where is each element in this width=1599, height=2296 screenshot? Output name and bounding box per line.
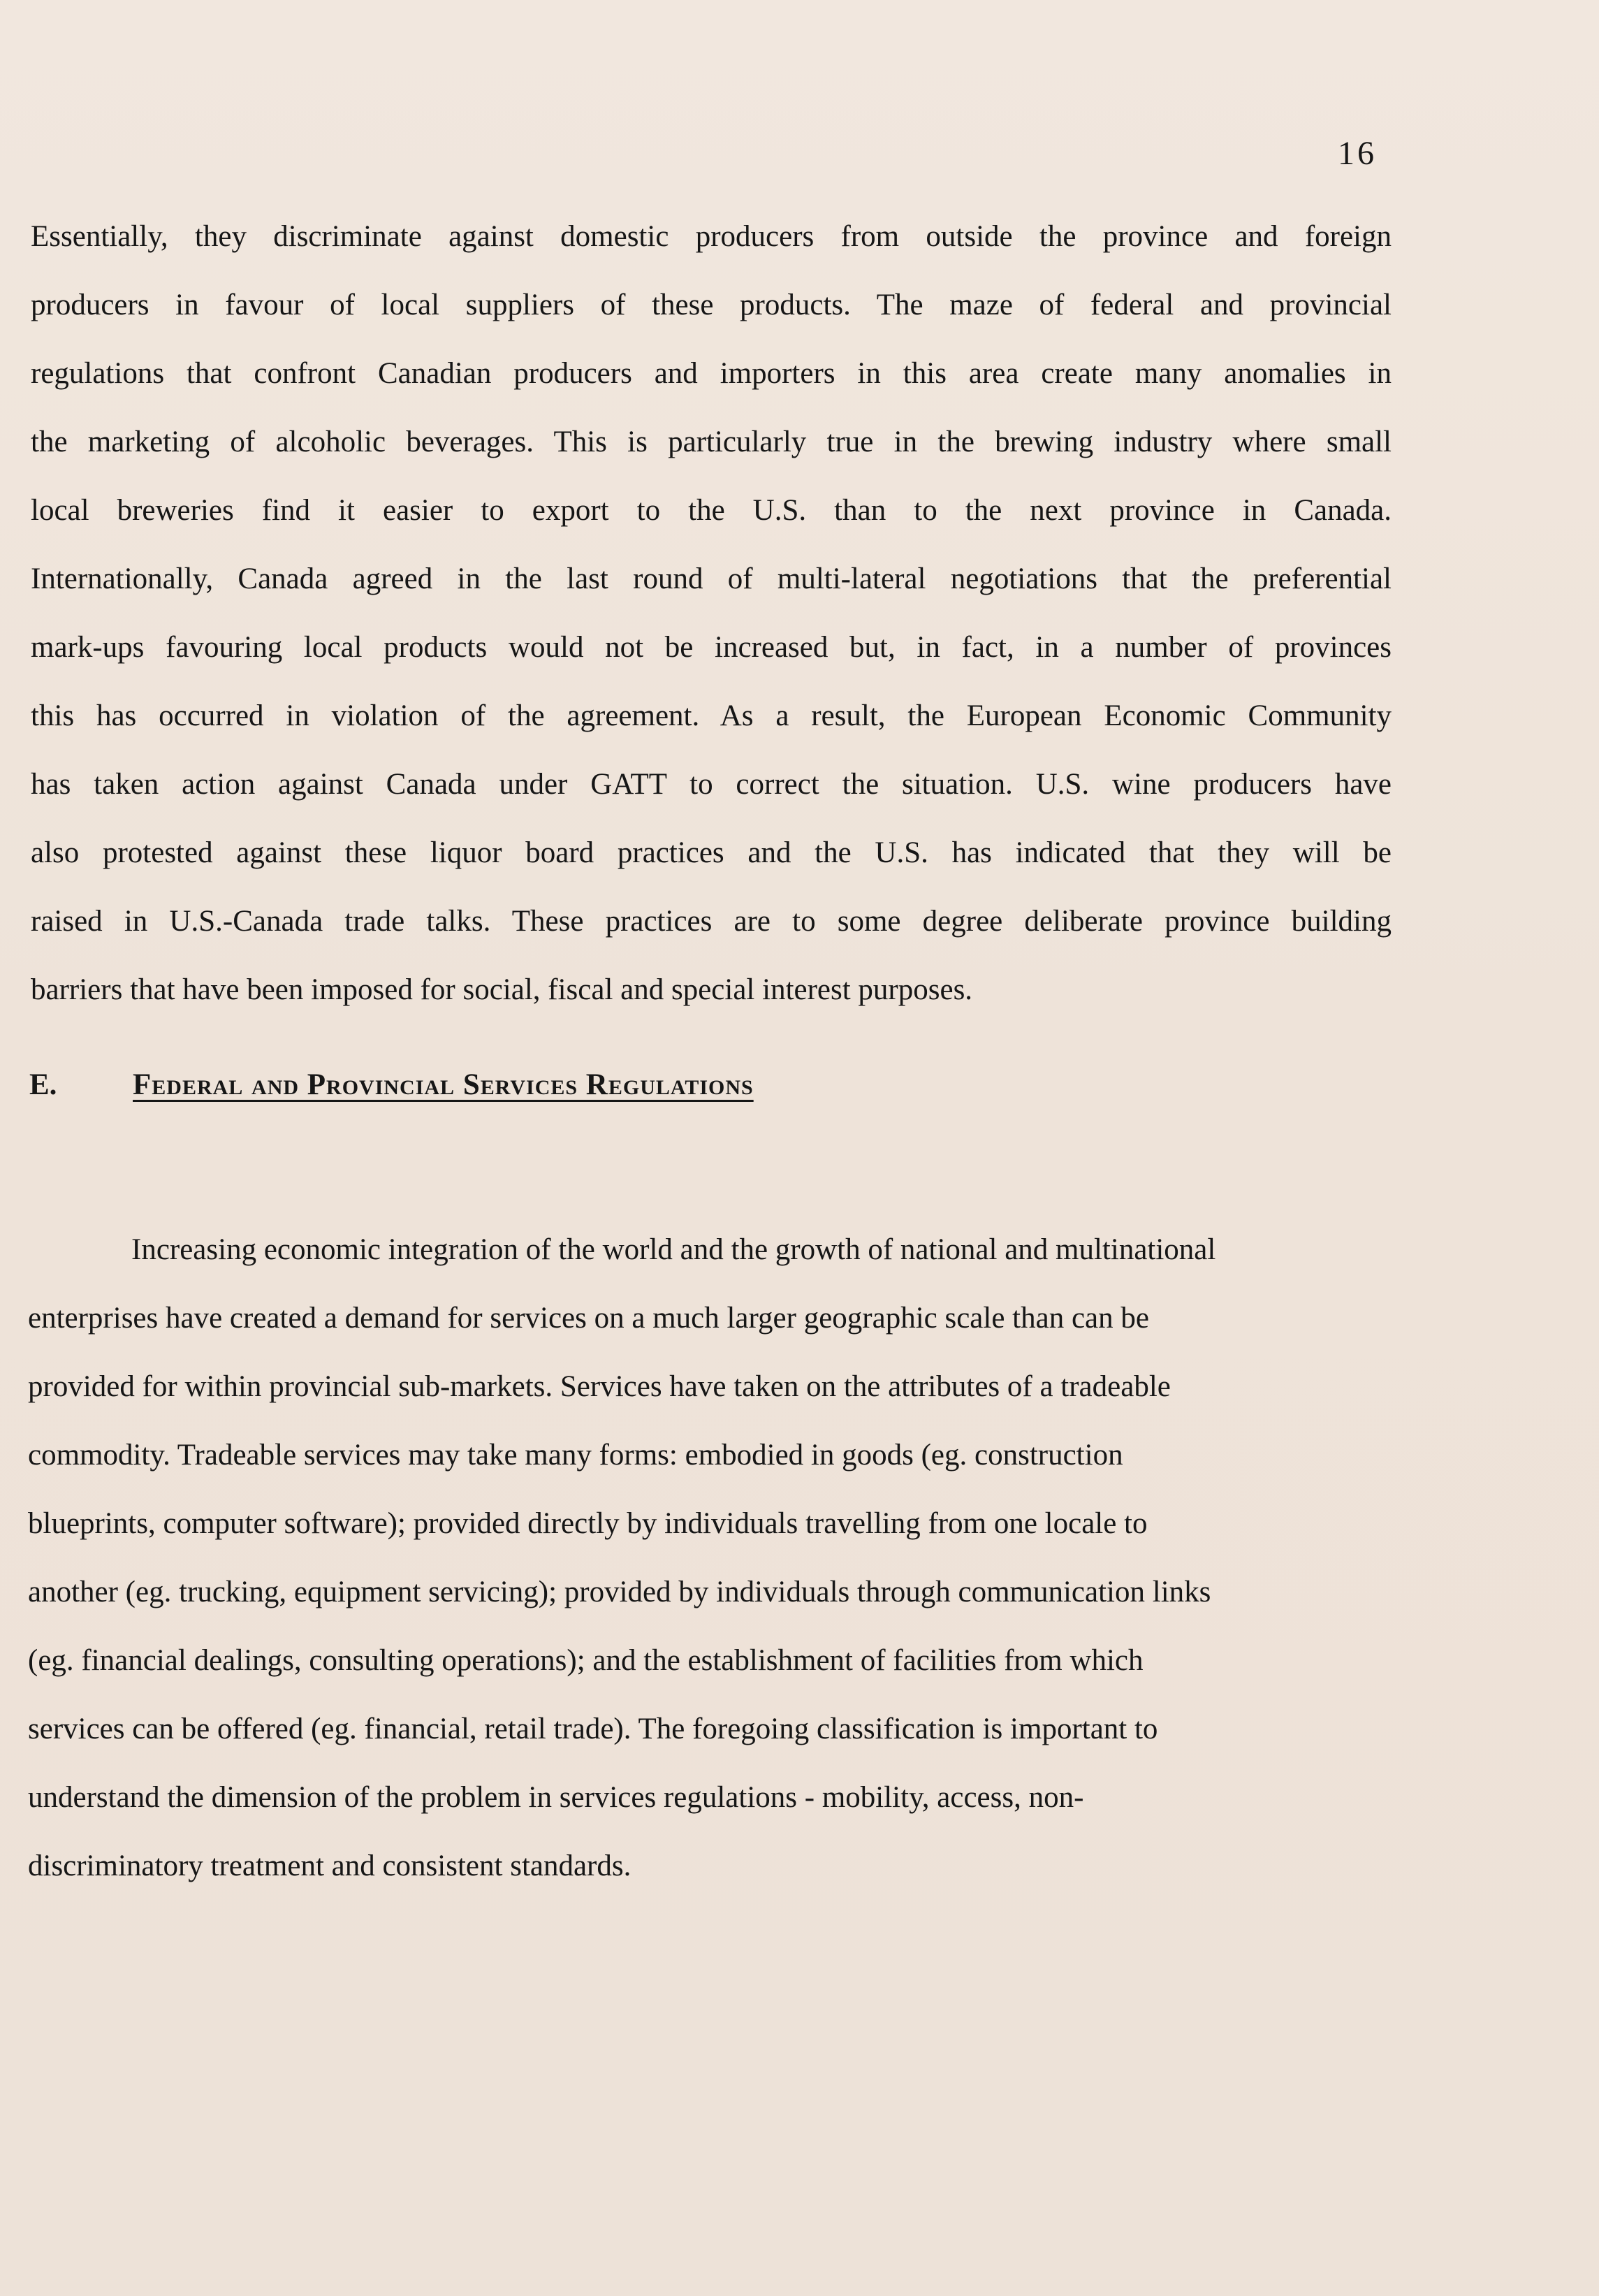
paragraph-line: local breweries find it easier to export to the U.S. than to the next province in Canada. — [31, 494, 1392, 527]
paragraph-line: services can be offered (eg. financial, retail trade). The foregoing classification is important to — [28, 1713, 1158, 1745]
paragraph-2 — [28, 1216, 1380, 1901]
paragraph-line: has taken action against Canada under GATT to correct the situation. U.S. wine producers have — [31, 768, 1392, 801]
section-title: Federal and Provincial Services Regulations — [133, 1068, 754, 1101]
paragraph-line: producers in favour of local suppliers of these products. The maze of federal and provincial — [31, 289, 1392, 321]
page-number: 16 — [1338, 135, 1377, 172]
section-letter: E. — [29, 1068, 57, 1101]
paragraph-1 — [31, 203, 1392, 1024]
paragraph-line: barriers that have been imposed for social, fiscal and special interest purposes. — [31, 973, 973, 1006]
paragraph-line: Internationally, Canada agreed in the last round of multi-lateral negotiations that the preferential — [31, 562, 1392, 595]
paragraph-line: (eg. financial dealings, consulting operations); and the establishment of facilities from which — [28, 1644, 1144, 1677]
paragraph-line: mark-ups favouring local products would not be increased but, in fact, in a number of provinces — [31, 631, 1392, 664]
paragraph-line: the marketing of alcoholic beverages. This is particularly true in the brewing industry where small — [31, 426, 1392, 458]
paragraph-line: Essentially, they discriminate against domestic producers from outside the province and foreign — [31, 220, 1392, 253]
paragraph-line: regulations that confront Canadian producers and importers in this area create many anomalies in — [31, 357, 1392, 390]
paragraph-line: Increasing economic integration of the world and the growth of national and multinational — [131, 1233, 1216, 1266]
paragraph-line: enterprises have created a demand for services on a much larger geographic scale than can be — [28, 1302, 1149, 1335]
paragraph-line: raised in U.S.-Canada trade talks. These practices are to some degree deliberate province building — [31, 905, 1392, 938]
section-heading — [29, 1070, 754, 1100]
paragraph-line: also protested against these liquor board practices and the U.S. has indicated that they will be — [31, 836, 1392, 869]
paragraph-line: provided for within provincial sub-markets. Services have taken on the attributes of a tradeable — [28, 1370, 1171, 1403]
paragraph-line: this has occurred in violation of the agreement. As a result, the European Economic Community — [31, 699, 1392, 732]
paragraph-line: discriminatory treatment and consistent standards. — [28, 1850, 631, 1882]
paragraph-line: understand the dimension of the problem in services regulations - mobility, access, non- — [28, 1781, 1084, 1814]
paragraph-line: blueprints, computer software); provided directly by individuals travelling from one locale to — [28, 1507, 1148, 1540]
paragraph-line: another (eg. trucking, equipment servicing); provided by individuals through communication links — [28, 1576, 1211, 1608]
paragraph-line: commodity. Tradeable services may take many forms: embodied in goods (eg. construction — [28, 1439, 1123, 1472]
